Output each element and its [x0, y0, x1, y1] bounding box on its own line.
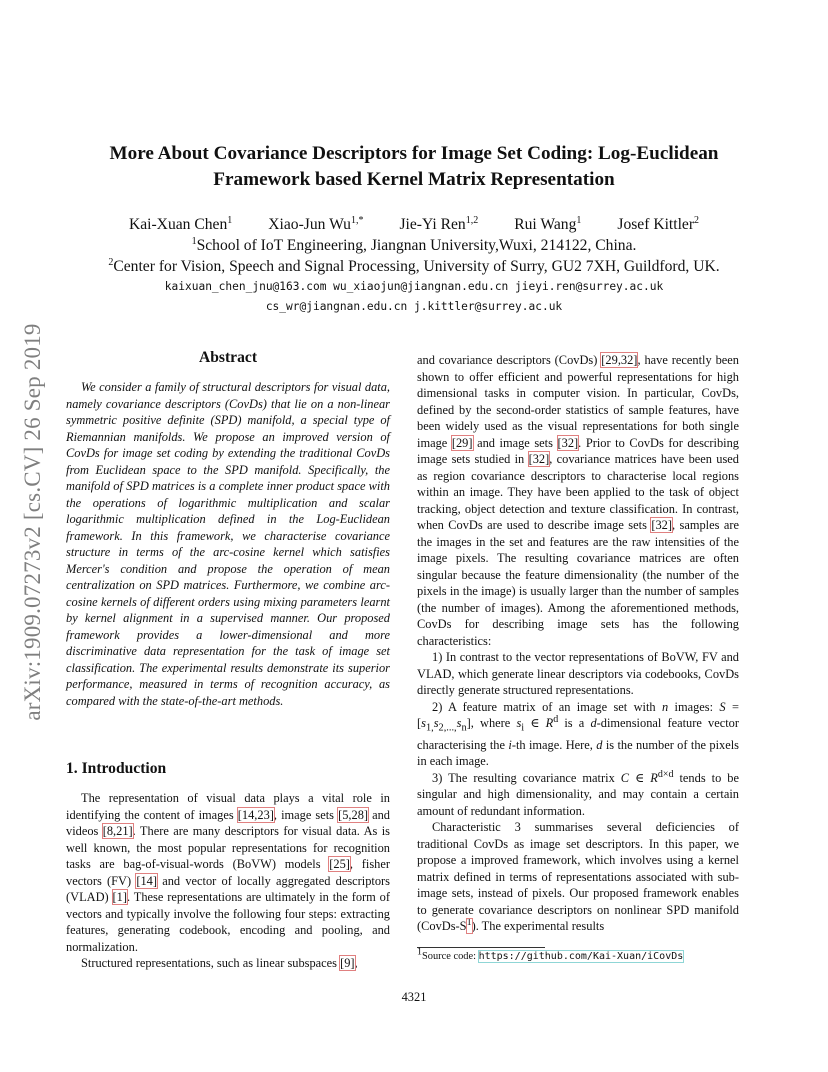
email-line-1: kaixuan_chen_jnu@163.com wu_xiaojun@jiangnan.edu.cn jieyi.ren@surrey.ac.uk	[164, 280, 664, 293]
citation-link[interactable]: [32]	[528, 452, 550, 466]
citation-link[interactable]: [1]	[112, 890, 127, 904]
author: Josef Kittler$^2$	[617, 214, 700, 233]
citation-link[interactable]: [29,32]	[601, 353, 638, 367]
intro-paragraph-3: and covariance descriptors (CovDs) [29,32], have recently been shown to offer efficient and powerful representations for high dimensional tasks in computer vision. In particular, CovDs, defined by the second-order statistics of sample features, have been widely used as the visual representations for both single image [29] and image sets [32]. Prior to CovDs for describing image sets studied in [32], covariance matrices have been used as region covariance descriptors to characterise local regions within an image. They have been applied to the task of object tracking, object detection and texture classification. In contrast, when CovDs are used to describe image sets [32], samples are the images in the set and features are the raw intensities of the image pixels. The resulting covariance matrices are often singular because the feature dimensionality (the number of the pixels in the image) is usually larger than the number of samples (the number of images). Among the aforementioned methods, CovDs for describing image sets has the following characteristics:	[417, 353, 740, 648]
paper-title	[60, 141, 768, 193]
title-line-1: More About Covariance Descriptors for Image Set Coding: Log-Euclidean	[109, 143, 719, 164]
citation-link[interactable]: [8,21]	[102, 824, 133, 838]
section-heading-introduction: 1. Introduction	[66, 760, 167, 777]
abstract-text: We consider a family of structural descriptors for visual data, namely covariance descriptors (CovDs) that lie on a non-linear symmetric positive definite (SPD) manifold, a special type of Riemannian manifolds. We propose an improved version of CovDs for image set coding by extending the traditional CovDs from Euclidean space to the SPD manifold. Specifically, the manifold of SPD matrices is a complete inner product space with the operations of logarithmic multiplication and scalar logarithmic multiplication defined in the Log-Euclidean framework. In this framework, we characterise covariance structure in terms of the arc-cosine kernel which satisfies Mercer's condition and propose the operation of mean centralization on SPD matrices. Furthermore, we combine arc-cosine kernels of different orders using mixing parameters learnt by kernel alignment in a supervised manner. Our proposed framework provides a lower-dimensional and more discriminative data representation for the task of image set classification. The experimental results demonstrate its superior performance, measured in terms of recognition accuracy, as compared with the state-of-the-art methods.	[66, 380, 390, 708]
characteristic-1: 1) In contrast to the vector representations of BoVW, FV and VLAD, which generate linear descriptors via codebooks, CovDs directly generate structured representations.	[417, 650, 739, 697]
citation-link[interactable]: [9]	[340, 956, 355, 970]
affiliation-1: $^1$School of IoT Engineering, Jiangnan University,Wuxi, 214122, China.	[191, 235, 637, 254]
citation-link[interactable]: [29]	[451, 435, 473, 450]
citation-link[interactable]: [32]	[557, 435, 579, 450]
citation-link[interactable]: [14,23]	[237, 807, 274, 822]
email-line-2: cs_wr@jiangnan.edu.cn j.kittler@surrey.ac.uk	[265, 300, 563, 313]
citation-link[interactable]: [5,28]	[338, 807, 369, 822]
characteristic-2: 2) A feature matrix of an image set with n images: $S = [s_{1,}s_{2,...,}s_n]$, where $s_i$ ∈ $R^d$ is a d-dimensional feature vector characterising the i-th image. Here, d is the number of the pixels in each image.	[417, 699, 739, 769]
abstract-heading: Abstract	[198, 349, 258, 366]
affiliation-2: $^2$Center for Vision, Speech and Signal Processing, University of Surry, GU2 7XH, Guildford, UK.	[108, 256, 720, 275]
title-line-2: Framework based Kernel Matrix Representation	[213, 169, 615, 190]
intro-paragraph-1: The representation of visual data plays a vital role in identifying the content of images [14,23], image sets [5,28] and videos [8,21]. There are many descriptors for visual data. As is well known, the most popular representations for recognition tasks are bag-of-visual-words (BoVW) models [25], fisher vectors (FV) [14] and vector of locally aggregated descriptors (VLAD) [1]. These representations are ultimately in the form of vectors and typically involve the following four steps: extracting features, generating codebook, encoding and pooling, and normalization.	[66, 791, 390, 954]
arxiv-side-stamp: arXiv:1909.07273v2 [cs.CV] 26 Sep 2019	[20, 323, 45, 721]
author: Jie-Yi Ren$^{1,2}$	[399, 214, 479, 233]
page-number: 4321	[401, 990, 427, 1004]
intro-paragraph-2: Structured representations, such as linear subspaces [9],	[81, 956, 358, 970]
author: Rui Wang$^1$	[514, 214, 582, 233]
citation-link[interactable]: [14]	[136, 873, 157, 888]
footnote: $^1$Source code: https://github.com/Kai-Xuan/iCovDs	[417, 946, 684, 962]
citation-link[interactable]: [25]	[329, 857, 350, 871]
author: Xiao-Jun $Wu^{1,*}$	[268, 214, 364, 233]
author: Kai-Xuan Chen$^1$	[128, 214, 233, 233]
characteristic-3: 3) The resulting covariance matrix C ∈ $R^{d\times d}$ tends to be singular and high dimensionality, and may contain a certain amount of redundant information.	[417, 768, 739, 818]
footnote-link[interactable]: 1	[467, 919, 472, 933]
footnote-rule	[417, 947, 545, 948]
left-column-body	[66, 790, 390, 972]
source-code-link[interactable]: https://github.com/Kai-Xuan/iCovDs	[478, 951, 684, 962]
author-list	[60, 216, 768, 234]
right-column-body	[417, 352, 739, 935]
intro-paragraph-4: Characteristic 3 summarises several deficiencies of traditional CovDs as image set descriptors. In this paper, we propose a improved framework, which involves using a kernel matrix defined in terms of representations associated with sub-image sets, instead of pixels. Our proposed framework enables to generate covariance descriptors on nonlinear SPD manifold $(CovDs-S^1)$. The experimental results	[417, 820, 739, 934]
citation-link[interactable]: [32]	[651, 518, 672, 532]
